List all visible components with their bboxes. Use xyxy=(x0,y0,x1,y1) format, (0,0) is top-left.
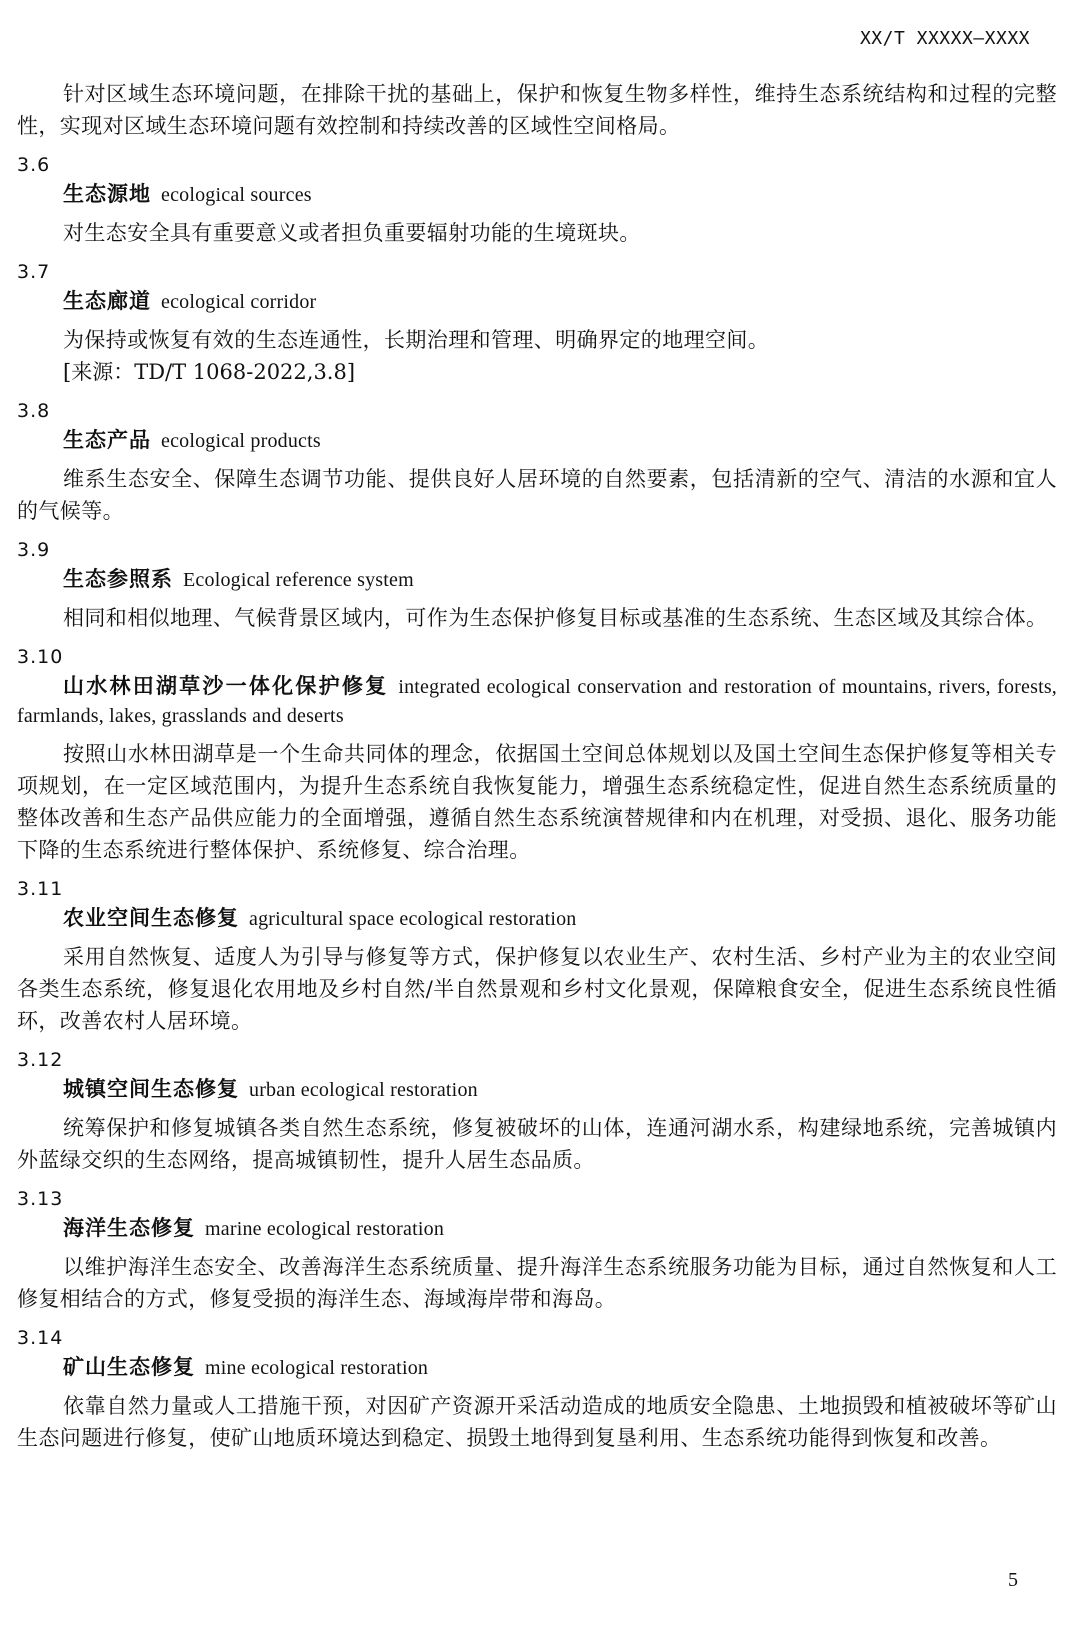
term-definition: 以维护海洋生态安全、改善海洋生态系统质量、提升海洋生态系统服务功能为目标，通过自然恢复和人工修复相结合的方式，修复受损的海洋生态、海域海岸带和海岛。 xyxy=(17,1255,1057,1311)
clause-number: 3.7 xyxy=(17,261,51,283)
term-english: Ecological reference system xyxy=(183,569,414,591)
term-english: agricultural space ecological restoration xyxy=(249,908,577,930)
term-entry-3-8 xyxy=(17,398,1057,527)
term-heading xyxy=(17,1075,1057,1104)
term-entry-3-7 xyxy=(17,259,1057,388)
term-entry-3-13 xyxy=(17,1186,1057,1315)
term-entry-3-14 xyxy=(17,1325,1057,1454)
clause-number: 3.8 xyxy=(17,400,51,422)
term-definition: 为保持或恢复有效的生态连通性，长期治理和管理、明确界定的地理空间。 xyxy=(63,328,770,352)
term-heading xyxy=(17,1353,1057,1382)
clause-number: 3.13 xyxy=(17,1188,64,1210)
term-heading xyxy=(17,672,1057,730)
term-english: integrated ecological conservation and restoration of mountains, rivers, forests, farmlands, lakes, grasslands and deserts xyxy=(17,676,1058,727)
term-chinese: 生态廊道 xyxy=(63,289,151,313)
term-entry-3-12 xyxy=(17,1047,1057,1176)
document-body xyxy=(17,78,1057,1464)
term-definition: 统筹保护和修复城镇各类自然生态系统，修复被破坏的山体，连通河湖水系，构建绿地系统，完善城镇内外蓝绿交织的生态网络，提高城镇韧性，提升人居生态品质。 xyxy=(17,1116,1057,1172)
clause-number: 3.12 xyxy=(17,1049,64,1071)
term-heading xyxy=(17,904,1057,933)
term-english: urban ecological restoration xyxy=(249,1079,478,1101)
term-entry-3-11 xyxy=(17,876,1057,1037)
term-definition: 相同和相似地理、气候背景区域内，可作为生态保护修复目标或基准的生态系统、生态区域及其综合体。 xyxy=(63,606,1048,630)
clause-number: 3.10 xyxy=(17,646,64,668)
term-chinese: 生态源地 xyxy=(63,182,151,206)
page-number: 5 xyxy=(1008,1569,1018,1591)
term-chinese: 生态参照系 xyxy=(63,567,173,591)
term-english: ecological products xyxy=(161,430,321,452)
term-chinese: 矿山生态修复 xyxy=(63,1355,195,1379)
term-english: ecological corridor xyxy=(161,291,317,313)
term-heading xyxy=(17,426,1057,455)
term-chinese: 农业空间生态修复 xyxy=(63,906,239,930)
term-entry-3-6 xyxy=(17,152,1057,249)
term-chinese: 海洋生态修复 xyxy=(63,1216,195,1240)
term-definition: 维系生态安全、保障生态调节功能、提供良好人居环境的自然要素，包括清新的空气、清洁的水源和宜人的气候等。 xyxy=(17,467,1057,523)
term-entry-3-9 xyxy=(17,537,1057,634)
term-chinese: 城镇空间生态修复 xyxy=(63,1077,239,1101)
clause-number: 3.11 xyxy=(17,878,64,900)
term-definition: 采用自然恢复、适度人为引导与修复等方式，保护修复以农业生产、农村生活、乡村产业为主的农业空间各类生态系统，修复退化农用地及乡村自然/半自然景观和乡村文化景观，保障粮食安全，促进生态系统良性循环，改善农村人居环境。 xyxy=(17,945,1057,1033)
term-heading xyxy=(17,1214,1057,1243)
clause-number: 3.14 xyxy=(17,1327,64,1349)
term-chinese: 生态产品 xyxy=(63,428,151,452)
intro-paragraph: 针对区域生态环境问题，在排除干扰的基础上，保护和恢复生物多样性，维持生态系统结构和过程的完整性，实现对区域生态环境问题有效控制和持续改善的区域性空间格局。 xyxy=(17,82,1057,138)
term-english: marine ecological restoration xyxy=(205,1218,445,1240)
term-heading xyxy=(17,565,1057,594)
document-code: XX/T XXXXX—XXXX xyxy=(859,28,1030,49)
term-heading xyxy=(17,287,1057,316)
term-heading xyxy=(17,180,1057,209)
clause-number: 3.9 xyxy=(17,539,51,561)
term-source: [来源：TD/T 1068-2022,3.8] xyxy=(63,360,356,384)
term-english: mine ecological restoration xyxy=(205,1357,429,1379)
term-english: ecological sources xyxy=(161,184,312,206)
term-definition: 对生态安全具有重要意义或者担负重要辐射功能的生境斑块。 xyxy=(63,221,641,245)
term-definition: 按照山水林田湖草是一个生命共同体的理念，依据国土空间总体规划以及国土空间生态保护修复等相关专项规划，在一定区域范围内，为提升生态系统自我恢复能力，增强生态系统稳定性，促进自然生态系统质量的整体改善和生态产品供应能力的全面增强，遵循自然生态系统演替规律和内在机理，对受损、退化、服务功能下降的生态系统进行整体保护、系统修复、综合治理。 xyxy=(17,742,1057,862)
term-entry-3-10 xyxy=(17,644,1057,866)
clause-number: 3.6 xyxy=(17,154,51,176)
term-definition: 依靠自然力量或人工措施干预，对因矿产资源开采活动造成的地质安全隐患、土地损毁和植被破坏等矿山生态问题进行修复，使矿山地质环境达到稳定、损毁土地得到复垦利用、生态系统功能得到恢复和改善。 xyxy=(17,1394,1057,1450)
term-chinese: 山水林田湖草沙一体化保护修复 xyxy=(63,674,389,698)
